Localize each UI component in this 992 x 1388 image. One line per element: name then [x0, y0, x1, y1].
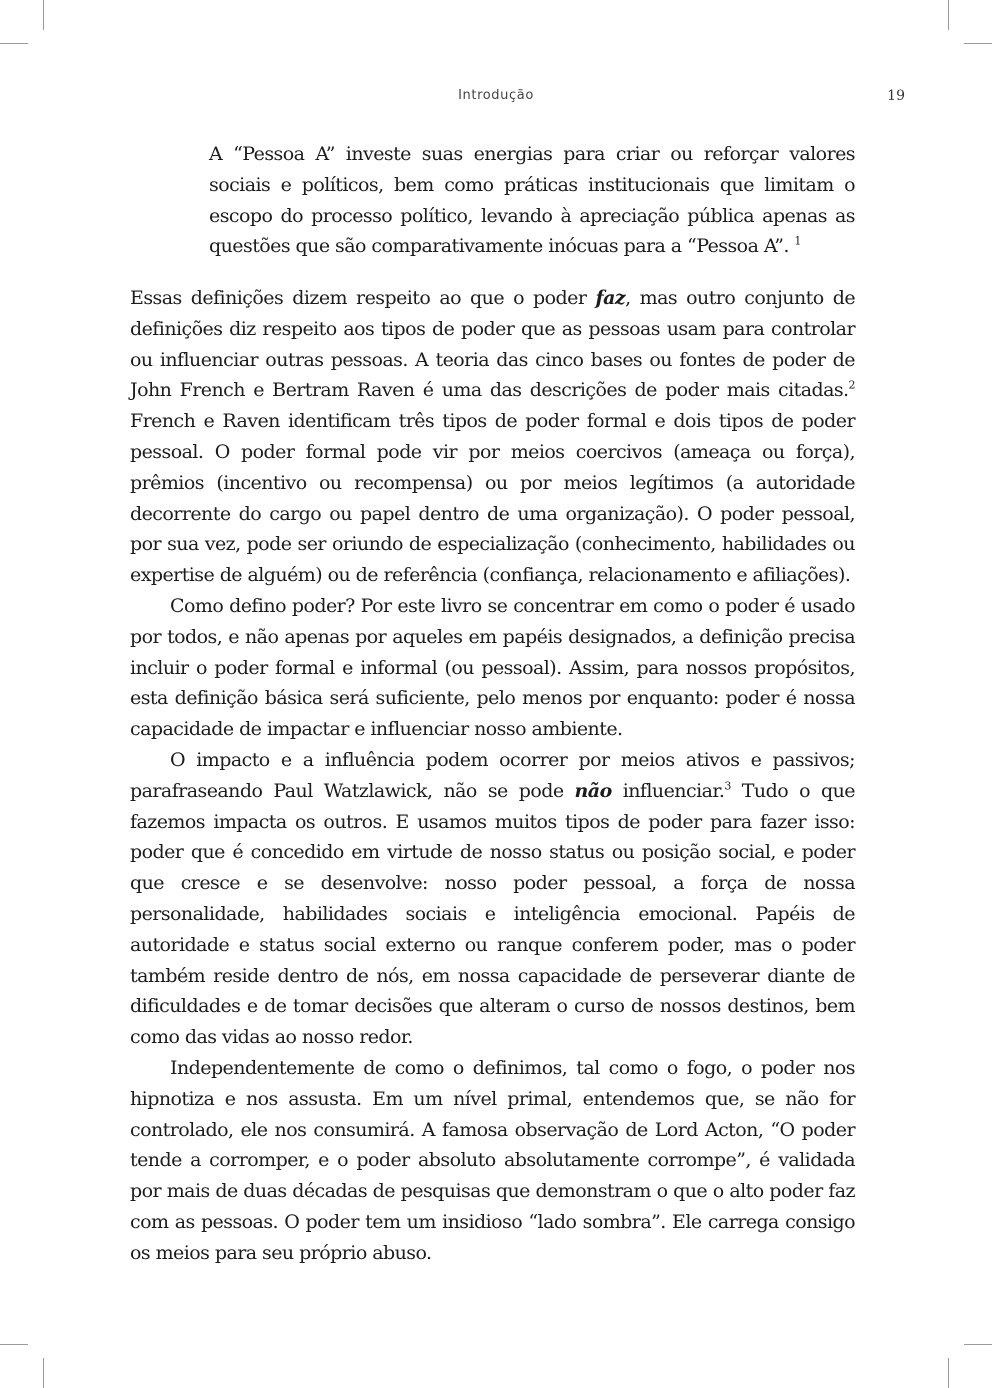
paragraph: Como defino poder? Por este livro se concentrar em como o poder é usado por todos, e não apenas por aqueles em papéis designados, a definição precisa incluir o poder formal e informal (ou pessoal). Assim, para nossos propósitos, esta definição básica será suficiente, pelo menos por enquanto: poder é nossa capacidade de impactar e influenciar nosso ambiente.	[130, 594, 855, 741]
paragraph-text: Essas definições dizem respeito ao que o poder	[130, 287, 596, 309]
page-number: 19	[887, 88, 905, 104]
crop-mark	[948, 1358, 949, 1388]
emphasis: faz	[595, 287, 626, 309]
paragraph-text: O impacto e a influência podem ocorrer por meios ativos e passivos; parafraseando Paul Watzlawick, não se pode	[130, 748, 855, 802]
emphasis: não	[574, 779, 612, 802]
paragraph-text: French e Raven identificam três tipos de poder formal e dois tipos de poder pessoal. O poder formal pode vir por meios coercivos (ameaça ou força), prêmios (incentivo ou recompensa) ou por meios legítimos (a autoridade decorrente do cargo ou papel dentro de uma organização). O poder pessoal, por sua vez, pode ser oriundo de especialização (conhecimento, habilidades ou expertise de alguém) ou de referência (confiança, relacionamento e afiliações).	[130, 410, 855, 587]
crop-mark	[964, 43, 992, 44]
block-quote-text: A “Pessoa A” investe suas energias para criar ou reforçar valores sociais e políticos, bem como práticas institucionais que limitam o escopo do processo político, levando à apreciação pública apenas as questões que são comparativamente inócuas para a “Pessoa A”.	[209, 143, 855, 258]
crop-mark	[43, 0, 44, 30]
paragraph-text: Tudo o que fazemos impacta os outros. E usamos muitos tipos de poder para fazer isso: poder que é concedido em virtude de nosso status ou posição social, e poder que cresce e se desenvolve: nosso poder pessoal, a força de nossa personalidade, habilidades sociais e inteligência emocional. Papéis de autoridade e status social externo ou ranque conferem poder, mas o poder também reside dentro de nós, em nossa capacidade de perseverar diante de dificuldades e de tomar decisões que alteram o curso de nossos destinos, bem como das vidas ao nosso redor.	[130, 779, 855, 1049]
block-quote	[209, 139, 855, 262]
paragraph-text: , mas outro conjunto de definições diz respeito aos tipos de poder que as pessoas usam para controlar ou influenciar outras pessoas. A teoria das cinco bases ou fontes de poder de John French e Bertram Raven é uma das descrições de poder mais citadas.	[130, 287, 856, 402]
paragraph-text: influenciar.	[611, 779, 725, 802]
paragraph	[130, 745, 855, 1053]
crop-mark	[0, 43, 28, 44]
crop-mark	[43, 1358, 44, 1388]
footnote-mark: 3	[724, 779, 731, 793]
crop-mark	[964, 1344, 992, 1345]
footnote-mark: 2	[848, 379, 855, 393]
paragraph	[130, 283, 855, 591]
crop-mark	[0, 1344, 28, 1345]
crop-mark	[948, 0, 949, 30]
footnote-mark: 1	[794, 235, 801, 249]
paragraph: Independentemente de como o definimos, tal como o fogo, o poder nos hipnotiza e nos assusta. Em um nível primal, entendemos que, se não for controlado, ele nos consumirá. A famosa observação de Lord Acton, “O poder tende a corromper, e o poder absoluto absolutamente corrompe”, é validada por mais de duas décadas de pesquisas que demonstram o que o alto poder faz com as pessoas. O poder tem um insidioso “lado sombra”. Ele carrega consigo os meios para seu próprio abuso.	[130, 1056, 855, 1264]
running-head: Introdução	[458, 88, 534, 103]
body-text	[130, 283, 855, 1269]
